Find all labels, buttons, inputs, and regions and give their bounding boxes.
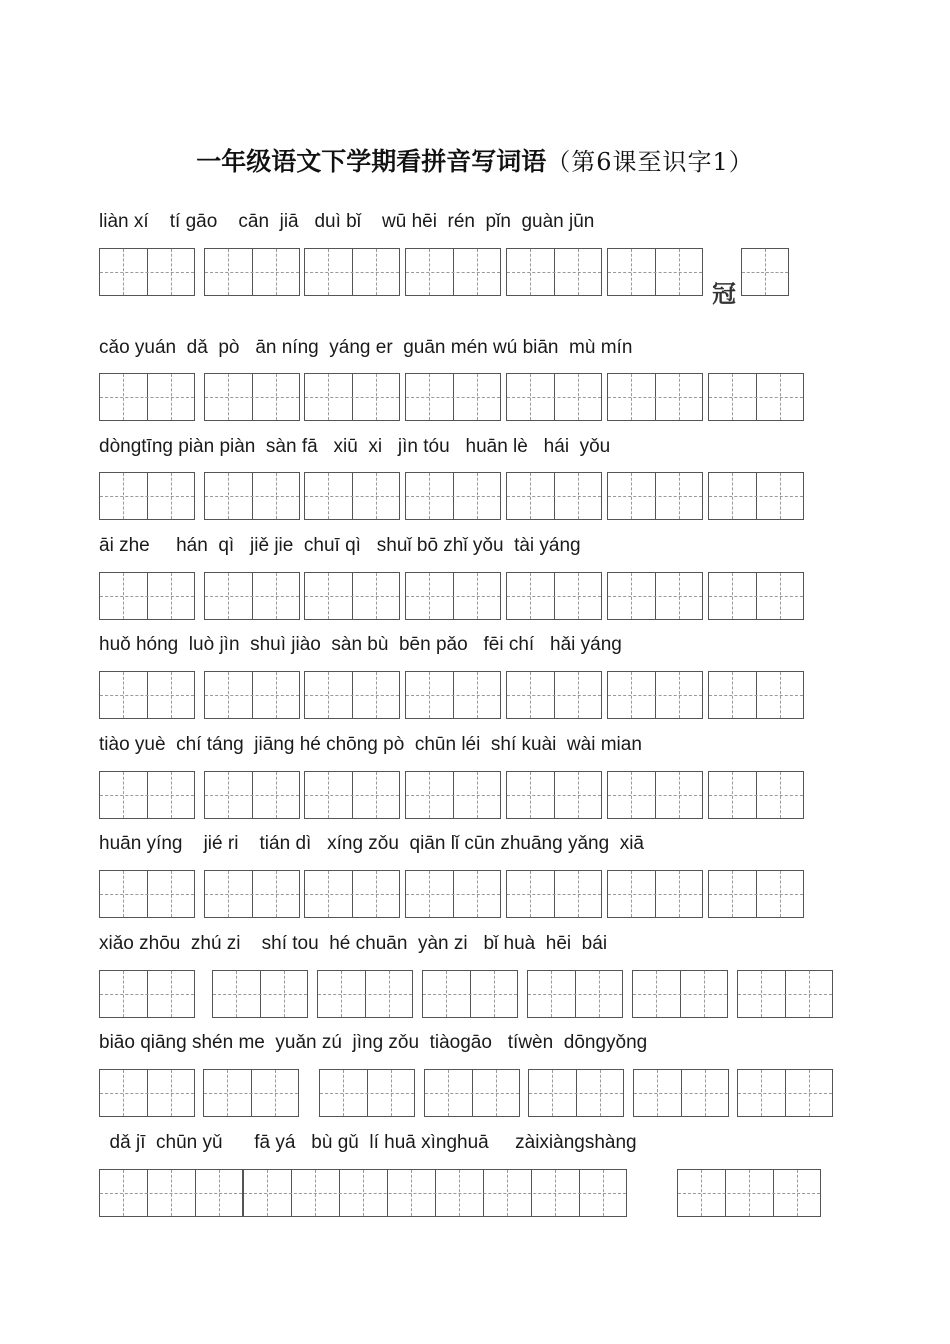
title-sub: （第6课至识字1） — [546, 148, 754, 176]
writing-grid[interactable] — [304, 771, 400, 819]
writing-grid[interactable] — [405, 671, 501, 719]
pinyin-row-5: huǒ hóng luò jìn shuì jiào sàn bù bēn pǎo fēi chí hǎi yáng — [99, 634, 622, 655]
writing-grid[interactable] — [528, 1069, 624, 1117]
writing-grid[interactable] — [204, 472, 300, 520]
pinyin-row-6: tiào yuè chí táng jiāng hé chōng pò chūn léi shí kuài wài mian — [99, 734, 642, 755]
writing-grid[interactable] — [99, 572, 195, 620]
writing-grid[interactable] — [506, 771, 602, 819]
writing-grid[interactable] — [319, 1069, 415, 1117]
writing-grid[interactable] — [506, 373, 602, 421]
writing-grid[interactable] — [99, 771, 195, 819]
writing-grid[interactable] — [607, 572, 703, 620]
writing-grid[interactable] — [506, 472, 602, 520]
writing-grid[interactable] — [99, 1169, 243, 1217]
writing-grid[interactable] — [405, 472, 501, 520]
writing-grid[interactable] — [708, 671, 804, 719]
writing-grid[interactable] — [633, 1069, 729, 1117]
writing-grid[interactable] — [204, 870, 300, 918]
pinyin-row-1: liàn xí tí gāo cān jiā duì bǐ wū hēi rén pǐn guàn jūn — [99, 211, 595, 232]
writing-grid[interactable] — [708, 771, 804, 819]
writing-grid[interactable] — [607, 248, 703, 296]
writing-grid[interactable] — [405, 771, 501, 819]
writing-grid[interactable] — [708, 373, 804, 421]
writing-grid[interactable] — [405, 572, 501, 620]
writing-grid[interactable] — [708, 870, 804, 918]
writing-grid[interactable] — [424, 1069, 520, 1117]
hint-character: 冠 — [712, 280, 736, 308]
writing-grid[interactable] — [204, 248, 300, 296]
writing-grid[interactable] — [607, 472, 703, 520]
pinyin-row-3: dòngtīng piàn piàn sàn fā xiū xi jìn tóu huān lè hái yǒu — [99, 436, 611, 457]
writing-grid[interactable] — [741, 248, 789, 296]
writing-grid[interactable] — [204, 671, 300, 719]
pinyin-row-10: dǎ jī chūn yǔ fā yá bù gǔ lí huā xìnghuā zàixiàngshàng — [99, 1132, 637, 1153]
writing-grid[interactable] — [506, 248, 602, 296]
writing-grid[interactable] — [405, 248, 501, 296]
writing-grid[interactable] — [506, 671, 602, 719]
writing-grid[interactable] — [99, 472, 195, 520]
page-title — [0, 142, 950, 178]
writing-grid[interactable] — [99, 373, 195, 421]
writing-grid[interactable] — [607, 671, 703, 719]
writing-grid[interactable] — [99, 870, 195, 918]
writing-grid[interactable] — [99, 970, 195, 1018]
writing-grid[interactable] — [204, 373, 300, 421]
pinyin-row-4: āi zhe hán qì jiě jie chuī qì shuǐ bō zhǐ yǒu tài yáng — [99, 535, 581, 556]
pinyin-row-7: huān yíng jié ri tián dì xíng zǒu qiān lǐ cūn zhuāng yǎng xiā — [99, 833, 644, 854]
writing-grid[interactable] — [243, 1169, 627, 1217]
writing-grid[interactable] — [708, 472, 804, 520]
writing-grid[interactable] — [304, 572, 400, 620]
writing-grid[interactable] — [204, 771, 300, 819]
pinyin-row-2: cǎo yuán dǎ pò ān níng yáng er guān mén wú biān mù mín — [99, 337, 633, 358]
writing-grid[interactable] — [506, 572, 602, 620]
writing-grid[interactable] — [212, 970, 308, 1018]
writing-grid[interactable] — [99, 671, 195, 719]
writing-grid[interactable] — [607, 771, 703, 819]
writing-grid[interactable] — [304, 870, 400, 918]
writing-grid[interactable] — [203, 1069, 299, 1117]
writing-grid[interactable] — [708, 572, 804, 620]
writing-grid[interactable] — [506, 870, 602, 918]
writing-grid[interactable] — [632, 970, 728, 1018]
writing-grid[interactable] — [607, 870, 703, 918]
writing-grid[interactable] — [304, 248, 400, 296]
pinyin-row-8: xiǎo zhōu zhú zi shí tou hé chuān yàn zi bǐ huà hēi bái — [99, 933, 608, 954]
writing-grid[interactable] — [422, 970, 518, 1018]
writing-grid[interactable] — [204, 572, 300, 620]
writing-grid[interactable] — [405, 870, 501, 918]
writing-grid[interactable] — [304, 671, 400, 719]
writing-grid[interactable] — [99, 248, 195, 296]
writing-grid[interactable] — [607, 373, 703, 421]
writing-grid[interactable] — [99, 1069, 195, 1117]
title-main: 一年级语文下学期看拼音写词语 — [196, 147, 547, 176]
pinyin-row-9: biāo qiāng shén me yuǎn zú jìng zǒu tiàogāo tíwèn dōngyǒng — [99, 1032, 648, 1053]
writing-grid[interactable] — [405, 373, 501, 421]
writing-grid[interactable] — [677, 1169, 821, 1217]
writing-grid[interactable] — [737, 1069, 833, 1117]
writing-grid[interactable] — [317, 970, 413, 1018]
writing-grid[interactable] — [527, 970, 623, 1018]
writing-grid[interactable] — [304, 373, 400, 421]
writing-grid[interactable] — [737, 970, 833, 1018]
writing-grid[interactable] — [304, 472, 400, 520]
